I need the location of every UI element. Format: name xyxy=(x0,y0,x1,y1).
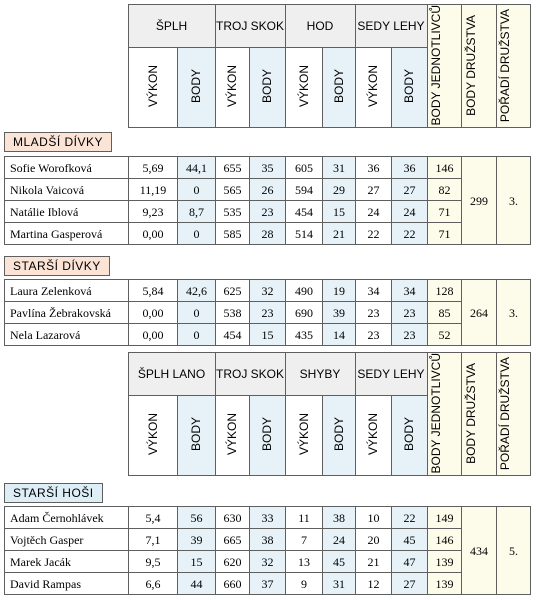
team-points: 264 xyxy=(462,280,497,346)
cell-body: 0 xyxy=(178,179,216,201)
cell-vykon: 630 xyxy=(216,507,250,529)
header-body-jednotlivcu: BODY JEDNOTLIVCŮ xyxy=(427,5,461,128)
cell-body: 38 xyxy=(250,529,286,551)
cell-vykon: 490 xyxy=(286,280,323,302)
section-label: STARŠÍ HOŠI xyxy=(4,483,103,503)
cell-vykon: 538 xyxy=(216,302,250,324)
subheader-body: BODY xyxy=(177,47,215,128)
subheader-vykon: VÝKON xyxy=(128,395,177,476)
subheader-vykon: VÝKON xyxy=(128,47,177,128)
subheader-body: BODY xyxy=(322,47,355,128)
athlete-name: David Rampas xyxy=(5,573,129,595)
cell-body: 29 xyxy=(323,179,356,201)
results-table-boys-header xyxy=(4,352,531,476)
cell-body-jednotlivcu: 139 xyxy=(428,551,462,573)
header-body-druzstva: BODY DRUŽSTVA xyxy=(461,353,496,476)
cell-body: 15 xyxy=(323,201,356,223)
cell-body: 47 xyxy=(392,551,428,573)
athlete-name: Natálie Iblová xyxy=(5,201,129,223)
cell-vykon: 6,6 xyxy=(129,573,178,595)
subheader-body: BODY xyxy=(391,395,427,476)
athlete-name: Vojtěch Gasper xyxy=(5,529,129,551)
cell-body: 45 xyxy=(392,529,428,551)
cell-vykon: 665 xyxy=(216,529,250,551)
cell-body: 33 xyxy=(250,507,286,529)
cell-vykon: 690 xyxy=(286,302,323,324)
cell-vykon: 10 xyxy=(356,507,392,529)
team-rank: 3. xyxy=(497,280,531,346)
cell-vykon: 514 xyxy=(286,223,323,245)
cell-vykon: 655 xyxy=(216,157,250,179)
cell-body: 26 xyxy=(250,179,286,201)
cell-body: 14 xyxy=(323,324,356,346)
subheader-vykon: VÝKON xyxy=(355,395,391,476)
header-poradi-druzstva: POŘADÍ DRUŽSTVA xyxy=(496,353,530,476)
cell-body-jednotlivcu: 52 xyxy=(428,324,462,346)
cell-vykon: 0,00 xyxy=(129,324,178,346)
cell-vykon: 5,69 xyxy=(129,157,178,179)
cell-vykon: 9 xyxy=(286,573,323,595)
cell-body: 0 xyxy=(178,324,216,346)
cell-vykon: 13 xyxy=(286,551,323,573)
cell-body: 56 xyxy=(178,507,216,529)
cell-body: 23 xyxy=(250,201,286,223)
cell-vykon: 34 xyxy=(356,280,392,302)
cell-body: 23 xyxy=(392,302,428,324)
cell-body-jednotlivcu: 146 xyxy=(428,157,462,179)
cell-vykon: 23 xyxy=(356,324,392,346)
cell-body: 23 xyxy=(250,302,286,324)
subheader-body: BODY xyxy=(322,395,355,476)
subheader-body: BODY xyxy=(249,395,285,476)
cell-vykon: 585 xyxy=(216,223,250,245)
cell-body: 27 xyxy=(392,179,428,201)
cell-body: 45 xyxy=(323,551,356,573)
group-header-troj-skok: TROJ SKOK xyxy=(215,353,285,396)
cell-body: 31 xyxy=(323,573,356,595)
cell-vykon: 9,5 xyxy=(129,551,178,573)
group-header-shyby: SHYBY xyxy=(285,353,355,396)
athlete-name: Marek Jacák xyxy=(5,551,129,573)
cell-vykon: 7 xyxy=(286,529,323,551)
athlete-name: Martina Gasperová xyxy=(5,223,129,245)
cell-body-jednotlivcu: 139 xyxy=(428,573,462,595)
subheader-body: BODY xyxy=(249,47,285,128)
athlete-name: Nikola Vaicová xyxy=(5,179,129,201)
cell-body: 31 xyxy=(323,157,356,179)
cell-vykon: 27 xyxy=(356,179,392,201)
cell-body: 21 xyxy=(323,223,356,245)
subheader-vykon: VÝKON xyxy=(355,47,391,128)
cell-body-jednotlivcu: 82 xyxy=(428,179,462,201)
team-points: 434 xyxy=(462,507,497,595)
cell-body: 34 xyxy=(392,280,428,302)
cell-vykon: 24 xyxy=(356,201,392,223)
cell-vykon: 625 xyxy=(216,280,250,302)
cell-body: 32 xyxy=(250,551,286,573)
athlete-name: Nela Lazarová xyxy=(5,324,129,346)
cell-vykon: 20 xyxy=(356,529,392,551)
header-blank xyxy=(4,5,128,128)
cell-body: 36 xyxy=(392,157,428,179)
cell-vykon: 435 xyxy=(286,324,323,346)
cell-body: 24 xyxy=(323,529,356,551)
subheader-body: BODY xyxy=(391,47,427,128)
cell-body: 0 xyxy=(178,302,216,324)
cell-body-jednotlivcu: 85 xyxy=(428,302,462,324)
cell-body: 44 xyxy=(178,573,216,595)
cell-body: 32 xyxy=(250,280,286,302)
athlete-name: Sofie Worofková xyxy=(5,157,129,179)
group-header-splh: ŠPLH xyxy=(128,5,215,48)
header-body-jednotlivcu: BODY JEDNOTLIVCŮ xyxy=(427,353,461,476)
group-header-troj-skok: TROJ SKOK xyxy=(215,5,285,48)
cell-body: 15 xyxy=(250,324,286,346)
cell-vykon: 12 xyxy=(356,573,392,595)
section-title-starsi-divky xyxy=(4,256,110,276)
cell-vykon: 620 xyxy=(216,551,250,573)
athlete-name: Adam Černohlávek xyxy=(5,507,129,529)
cell-vykon: 594 xyxy=(286,179,323,201)
team-rank: 5. xyxy=(497,507,531,595)
cell-body: 15 xyxy=(178,551,216,573)
group-header-sedy-lehy: SEDY LEHY xyxy=(355,5,427,48)
cell-body-jednotlivcu: 149 xyxy=(428,507,462,529)
cell-body: 37 xyxy=(250,573,286,595)
cell-vykon: 11 xyxy=(286,507,323,529)
cell-body-jednotlivcu: 146 xyxy=(428,529,462,551)
cell-vykon: 605 xyxy=(286,157,323,179)
section-label: MLADŠÍ DÍVKY xyxy=(4,132,112,152)
cell-vykon: 535 xyxy=(216,201,250,223)
cell-vykon: 5,84 xyxy=(129,280,178,302)
cell-body: 44,1 xyxy=(178,157,216,179)
athlete-name: Laura Zelenková xyxy=(5,280,129,302)
cell-body: 39 xyxy=(323,302,356,324)
group-header-hod: HOD xyxy=(285,5,355,48)
cell-body: 19 xyxy=(323,280,356,302)
cell-body: 39 xyxy=(178,529,216,551)
cell-body: 42,6 xyxy=(178,280,216,302)
cell-vykon: 660 xyxy=(216,573,250,595)
cell-vykon: 21 xyxy=(356,551,392,573)
group-header-sedy-lehy: SEDY LEHY xyxy=(355,353,427,396)
cell-vykon: 9,23 xyxy=(129,201,178,223)
subheader-vykon: VÝKON xyxy=(285,47,322,128)
subheader-vykon: VÝKON xyxy=(215,395,249,476)
section-title-mladsi-divky xyxy=(4,132,112,152)
cell-body: 8,7 xyxy=(178,201,216,223)
cell-body-jednotlivcu: 128 xyxy=(428,280,462,302)
cell-body: 0 xyxy=(178,223,216,245)
cell-body: 35 xyxy=(250,157,286,179)
cell-body-jednotlivcu: 71 xyxy=(428,223,462,245)
cell-body: 22 xyxy=(392,507,428,529)
subheader-vykon: VÝKON xyxy=(285,395,322,476)
athlete-name: Pavlína Žebrakovská xyxy=(5,302,129,324)
section-label: STARŠÍ DÍVKY xyxy=(4,256,110,276)
cell-vykon: 0,00 xyxy=(129,302,178,324)
header-blank xyxy=(4,353,128,476)
cell-vykon: 23 xyxy=(356,302,392,324)
cell-vykon: 22 xyxy=(356,223,392,245)
cell-body-jednotlivcu: 71 xyxy=(428,201,462,223)
cell-body: 23 xyxy=(392,324,428,346)
results-table-girls-header xyxy=(4,4,531,128)
cell-vykon: 11,19 xyxy=(129,179,178,201)
cell-body: 27 xyxy=(392,573,428,595)
cell-vykon: 7,1 xyxy=(129,529,178,551)
cell-body: 24 xyxy=(392,201,428,223)
group-header-splh-lano: ŠPLH LANO xyxy=(128,353,215,396)
cell-body: 28 xyxy=(250,223,286,245)
results-table-starsi-hosi xyxy=(4,506,531,595)
cell-body: 22 xyxy=(392,223,428,245)
cell-vykon: 454 xyxy=(286,201,323,223)
cell-vykon: 5,4 xyxy=(129,507,178,529)
results-table-starsi-divky xyxy=(4,279,531,346)
section-title-starsi-hosi xyxy=(4,483,103,503)
team-rank: 3. xyxy=(497,157,531,245)
subheader-body: BODY xyxy=(177,395,215,476)
cell-vykon: 36 xyxy=(356,157,392,179)
results-table-mladsi-divky xyxy=(4,156,531,245)
header-poradi-druzstva: POŘADÍ DRUŽSTVA xyxy=(496,5,530,128)
cell-vykon: 454 xyxy=(216,324,250,346)
cell-vykon: 0,00 xyxy=(129,223,178,245)
cell-vykon: 565 xyxy=(216,179,250,201)
team-points: 299 xyxy=(462,157,497,245)
subheader-vykon: VÝKON xyxy=(215,47,249,128)
header-body-druzstva: BODY DRUŽSTVA xyxy=(461,5,496,128)
cell-body: 38 xyxy=(323,507,356,529)
